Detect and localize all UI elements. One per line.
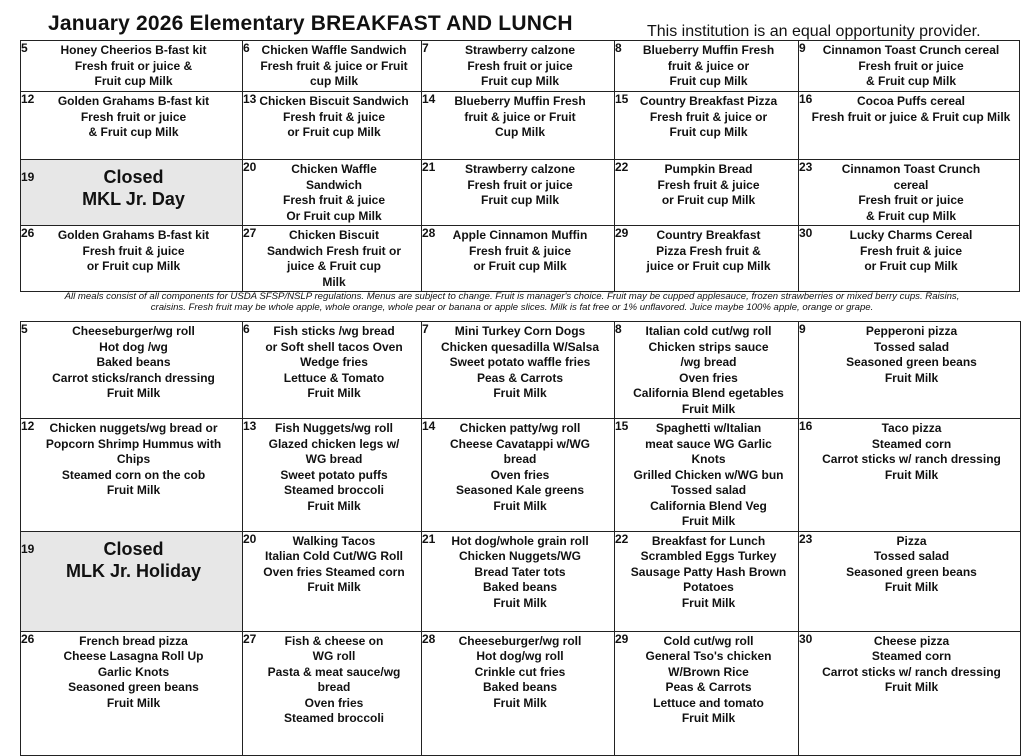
lunch-day-cell xyxy=(422,322,615,419)
day-number: 14 xyxy=(422,419,436,433)
breakfast-week-row xyxy=(21,226,1020,292)
menu-items: Chicken Biscuit Sandwich Fresh fruit or juice & Fruit cup Milk xyxy=(266,228,401,289)
breakfast-day-cell xyxy=(799,160,1020,226)
day-number: 15 xyxy=(615,419,629,433)
lunch-calendar xyxy=(20,321,1021,756)
lunch-day-cell xyxy=(243,322,422,419)
day-number: 28 xyxy=(422,226,436,240)
menu-items: Pizza Tossed salad Seasoned green beans Fruit Milk xyxy=(846,533,977,594)
day-number: 27 xyxy=(243,226,257,240)
breakfast-day-cell xyxy=(21,92,243,160)
menu-items: Cheeseburger/wg roll Hot dog /wg Baked beans Carrot sticks/ranch dressing Fruit Milk xyxy=(52,324,215,400)
day-number: 5 xyxy=(21,41,28,55)
breakfast-day-cell xyxy=(422,226,615,292)
day-number: 16 xyxy=(799,92,813,106)
equal-opportunity-statement: This institution is an equal opportunity provider. xyxy=(647,23,981,40)
lunch-week-row xyxy=(21,631,1021,755)
day-number: 12 xyxy=(21,92,35,106)
menu-items: Cold cut/wg roll General Tso's chicken W/Brown Rice Peas & Carrots Lettuce and tomato Fruit Milk xyxy=(645,633,772,725)
day-number: 29 xyxy=(615,226,629,240)
breakfast-day-cell xyxy=(243,41,422,92)
lunch-day-cell xyxy=(243,531,422,631)
lunch-day-cell xyxy=(799,419,1021,532)
day-number: 27 xyxy=(243,631,257,646)
menu-items: Chicken Waffle Sandwich Fresh fruit & juice Or Fruit cup Milk xyxy=(282,162,386,223)
lunch-day-cell xyxy=(615,531,799,631)
menu-items: Pumpkin Bread Fresh fruit & juice or Fruit cup Milk xyxy=(657,162,760,207)
menu-items: Blueberry Muffin Fresh fruit & juice or Fruit Cup Milk xyxy=(454,94,586,139)
breakfast-week-row xyxy=(21,160,1020,226)
lunch-week-row xyxy=(21,531,1021,631)
lunch-day-cell xyxy=(799,631,1021,755)
lunch-day-cell xyxy=(422,631,615,755)
day-number: 16 xyxy=(799,419,813,433)
breakfast-day-cell xyxy=(243,226,422,292)
breakfast-day-cell xyxy=(615,92,799,160)
day-number: 30 xyxy=(799,631,813,646)
menu-items: Lucky Charms Cereal Fresh fruit & juice or Fruit cup Milk xyxy=(849,228,973,273)
breakfast-day-cell xyxy=(422,41,615,92)
menu-items: Golden Grahams B-fast kit Fresh fruit & juice or Fruit cup Milk xyxy=(57,228,210,273)
closed-notice: Closed MKL Jr. Day xyxy=(82,167,185,209)
menu-items: Cocoa Puffs cereal Fresh fruit or juice & Fruit cup Milk xyxy=(811,94,1011,124)
breakfast-day-cell xyxy=(615,160,799,226)
menu-items: Fish & cheese on WG roll Pasta & meat sauce/wg bread Oven fries Steamed broccoli xyxy=(267,633,401,725)
menu-items: Hot dog/whole grain roll Chicken Nuggets/WG Bread Tater tots Baked beans Fruit Milk xyxy=(451,533,589,610)
lunch-day-cell xyxy=(422,531,615,631)
menu-items: Cheese pizza Steamed corn Carrot sticks w/ ranch dressing Fruit Milk xyxy=(822,633,1001,694)
breakfast-day-cell xyxy=(243,92,422,160)
day-number: 6 xyxy=(243,41,250,55)
day-number: 6 xyxy=(243,322,250,336)
menu-footnote: All meals consist of all components for USDA SFSP/NSLP regulations. Menus are subject to change. Fruit is manager's choice. Fruit may be cupped applesauce, frozen strawberries or mixed berry cups. Raisins, craisins. Fresh fruit may be whole apple, whole orange, whole pear or banana or apple slices. Milk is fat free or 1% unflavored. Juice maybe 100% apple, orange or grape. xyxy=(64,291,960,313)
menu-items: Chicken nuggets/wg bread or Popcorn Shrimp Hummus with Chips Steamed corn on the cob Fruit Milk xyxy=(45,421,222,497)
menu-items: Chicken patty/wg roll Cheese Cavatappi w/WG bread Oven fries Seasoned Kale greens Fruit Milk xyxy=(449,421,591,513)
menu-items: Mini Turkey Corn Dogs Chicken quesadilla W/Salsa Sweet potato waffle fries Peas & Carrots Fruit Milk xyxy=(440,324,600,400)
breakfast-calendar xyxy=(20,40,1020,292)
breakfast-day-cell xyxy=(21,160,243,226)
day-number: 7 xyxy=(422,41,429,55)
day-number: 8 xyxy=(615,41,622,55)
menu-items: Italian cold cut/wg roll Chicken strips sauce /wg bread Oven fries California Blend egetables Fruit Milk xyxy=(633,324,784,416)
lunch-day-cell xyxy=(799,322,1021,419)
day-number: 26 xyxy=(21,226,35,240)
menu-items: Country Breakfast Pizza Fresh fruit & juice or Fruit cup Milk xyxy=(639,94,778,139)
day-number: 29 xyxy=(615,631,629,646)
menu-items: French bread pizza Cheese Lasagna Roll Up Garlic Knots Seasoned green beans Fruit Milk xyxy=(63,633,204,710)
menu-items: Spaghetti w/Italian meat sauce WG Garlic Knots Grilled Chicken w/WG bun Tossed salad California Blend Veg Fruit Milk xyxy=(633,421,784,528)
breakfast-week-row xyxy=(21,92,1020,160)
lunch-day-cell xyxy=(615,631,799,755)
menu-items: Cinnamon Toast Crunch cereal Fresh fruit or juice & Fruit cup Milk xyxy=(822,43,1000,88)
menu-items: Blueberry Muffin Fresh fruit & juice or Fruit cup Milk xyxy=(642,43,775,88)
lunch-day-cell xyxy=(21,631,243,755)
menu-items: Chicken Biscuit Sandwich Fresh fruit & juice or Fruit cup Milk xyxy=(259,94,409,139)
menu-items: Apple Cinnamon Muffin Fresh fruit & juice or Fruit cup Milk xyxy=(452,228,588,273)
day-number: 20 xyxy=(243,531,257,546)
menu-items: Walking Tacos Italian Cold Cut/WG Roll Oven fries Steamed corn Fruit Milk xyxy=(263,533,405,594)
lunch-week-row xyxy=(21,322,1021,419)
breakfast-day-cell xyxy=(615,41,799,92)
breakfast-day-cell xyxy=(21,41,243,92)
menu-items: Golden Grahams B-fast kit Fresh fruit or juice & Fruit cup Milk xyxy=(57,94,210,139)
menu-items: Cinnamon Toast Crunch cereal Fresh fruit or juice & Fruit cup Milk xyxy=(841,162,981,223)
menu-items: Fish Nuggets/wg roll Glazed chicken legs w/ WG bread Sweet potato puffs Steamed broccoli Fruit Milk xyxy=(268,421,400,513)
day-number: 28 xyxy=(422,631,436,646)
breakfast-day-cell xyxy=(21,226,243,292)
menu-items: Fish sticks /wg bread or Soft shell tacos Oven Wedge fries Lettuce & Tomato Fruit Milk xyxy=(265,324,403,400)
lunch-day-cell xyxy=(615,322,799,419)
menu-items: Strawberry calzone Fresh fruit or juice Fruit cup Milk xyxy=(464,43,576,88)
lunch-day-cell xyxy=(615,419,799,532)
menu-items: Country Breakfast Pizza Fresh fruit & juice or Fruit cup Milk xyxy=(646,228,771,273)
day-number: 9 xyxy=(799,41,806,55)
day-number: 14 xyxy=(422,92,436,106)
day-number: 7 xyxy=(422,322,429,336)
day-number: 5 xyxy=(21,322,28,336)
closed-notice: Closed MLK Jr. Holiday xyxy=(65,538,202,581)
breakfast-day-cell xyxy=(615,226,799,292)
day-number: 13 xyxy=(243,92,257,106)
menu-items: Taco pizza Steamed corn Carrot sticks w/ ranch dressing Fruit Milk xyxy=(822,421,1001,482)
day-number: 12 xyxy=(21,419,35,433)
day-number: 9 xyxy=(799,322,806,336)
page-title: January 2026 Elementary BREAKFAST AND LUNCH xyxy=(48,12,573,35)
lunch-day-cell xyxy=(243,419,422,532)
menu-items: Cheeseburger/wg roll Hot dog/wg roll Crinkle cut fries Baked beans Fruit Milk xyxy=(458,633,582,710)
day-number: 30 xyxy=(799,226,813,240)
breakfast-day-cell xyxy=(799,92,1020,160)
menu-items: Strawberry calzone Fresh fruit or juice Fruit cup Milk xyxy=(464,162,576,207)
day-number: 21 xyxy=(422,160,436,174)
breakfast-day-cell xyxy=(243,160,422,226)
day-number: 8 xyxy=(615,322,622,336)
breakfast-day-cell xyxy=(422,160,615,226)
day-number: 15 xyxy=(615,92,629,106)
day-number: 23 xyxy=(799,160,813,174)
lunch-day-cell xyxy=(243,631,422,755)
menu-items: Chicken Waffle Sandwich Fresh fruit & juice or Fruit cup Milk xyxy=(260,43,408,88)
breakfast-week-row xyxy=(21,41,1020,92)
lunch-day-cell xyxy=(799,531,1021,631)
day-number: 26 xyxy=(21,631,35,646)
day-number: 21 xyxy=(422,531,436,546)
day-number: 23 xyxy=(799,531,813,546)
breakfast-day-cell xyxy=(422,92,615,160)
menu-items: Honey Cheerios B-fast kit Fresh fruit or juice & Fruit cup Milk xyxy=(60,43,207,88)
breakfast-day-cell xyxy=(799,226,1020,292)
day-number: 20 xyxy=(243,160,257,174)
breakfast-day-cell xyxy=(799,41,1020,92)
day-number: 13 xyxy=(243,419,257,433)
lunch-day-cell xyxy=(21,531,243,631)
lunch-week-row xyxy=(21,419,1021,532)
lunch-day-cell xyxy=(21,322,243,419)
day-number: 22 xyxy=(615,160,629,174)
day-number: 19 xyxy=(21,170,35,184)
lunch-day-cell xyxy=(422,419,615,532)
menu-items: Pepperoni pizza Tossed salad Seasoned green beans Fruit Milk xyxy=(846,324,977,385)
day-number: 22 xyxy=(615,531,629,546)
menu-items: Breakfast for Lunch Scrambled Eggs Turkey Sausage Patty Hash Brown Potatoes Fruit Milk xyxy=(630,533,787,610)
day-number: 19 xyxy=(21,541,35,556)
lunch-day-cell xyxy=(21,419,243,532)
